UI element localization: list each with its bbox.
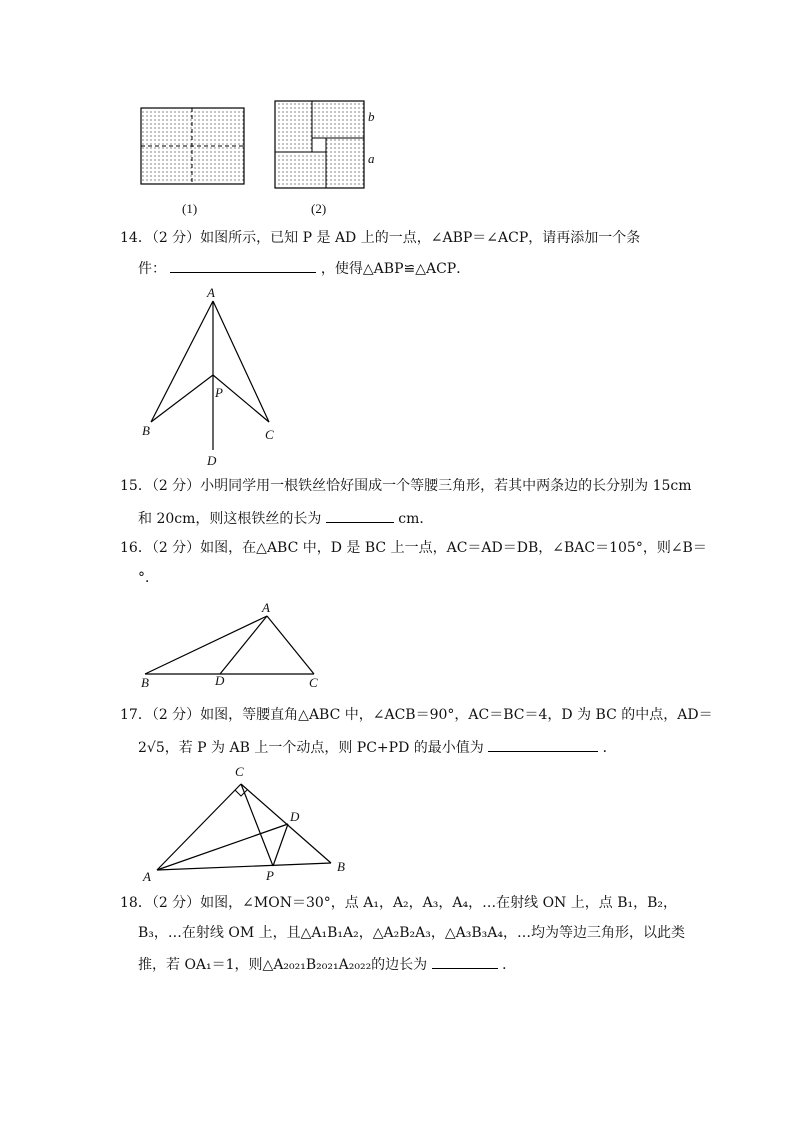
q18-line3-suffix: ． <box>502 957 517 973</box>
q18-line-3 <box>120 954 516 975</box>
fig13-caption-2: (2) <box>311 201 327 216</box>
q14-label-C: C <box>265 427 274 442</box>
fig13-label-b: b <box>368 109 375 124</box>
q14-label-B: B <box>142 423 150 438</box>
q18-line-2 <box>120 923 685 943</box>
q17-label-A: A <box>143 869 151 884</box>
q17-label-P: P <box>266 868 274 883</box>
answer-blank[interactable] <box>432 954 498 969</box>
q17-line2-suffix: ． <box>602 740 617 756</box>
q14-label-D: D <box>207 453 217 468</box>
q15-line2-prefix: 和 20cm，则这根铁丝的长为 <box>138 511 322 527</box>
question-17 <box>120 705 713 765</box>
q16-line2: °． <box>138 570 159 586</box>
q16-line-2 <box>120 568 159 588</box>
figure-14-svg <box>135 283 295 473</box>
figure-17 <box>135 762 355 887</box>
fig13-label-a: a <box>368 151 375 166</box>
answer-blank[interactable] <box>170 258 316 273</box>
figure-16 <box>135 598 335 693</box>
q16-label-A: A <box>262 600 270 615</box>
q14-label-A: A <box>207 285 215 300</box>
figure-13 <box>130 95 390 225</box>
q14-line2-prefix: 件： <box>138 261 166 277</box>
q16-label-D: D <box>215 673 225 688</box>
q14-line-2 <box>120 258 470 279</box>
answer-blank[interactable] <box>326 508 394 523</box>
q15-line-1: 15．（2 分）小明同学用一根铁丝恰好围成一个等腰三角形，若其中两条边的长分别为 15cm <box>120 478 692 494</box>
question-16 <box>120 538 707 598</box>
q14-line-1: 14．（2 分）如图所示，已知 P 是 AD 上的一点，∠ABP＝∠ACP，请再添加一个条 <box>120 230 641 246</box>
q16-line-1: 16．（2 分）如图，在△ABC 中，D 是 BC 上一点，AC＝AD＝DB，∠BAC＝105°，则∠B＝ <box>120 540 707 556</box>
answer-blank[interactable] <box>488 737 598 752</box>
question-15 <box>120 476 700 536</box>
q14-label-P: P <box>215 385 223 400</box>
q16-label-C: C <box>309 675 318 690</box>
q17-line-1: 17．（2 分）如图，等腰直角△ABC 中，∠ACB＝90°，AC＝BC＝4，D 为 BC 的中点，AD＝ <box>120 707 713 723</box>
q15-line-2 <box>120 508 433 529</box>
figure-13-svg <box>130 95 390 225</box>
q18-line3-prefix: 推，若 OA₁＝1，则△A₂₀₂₁B₂₀₂₁A₂₀₂₂的边长为 <box>138 957 428 973</box>
q15-line2-suffix: cm． <box>398 511 434 527</box>
q18-line-1: 18．（2 分）如图，∠MON＝30°，点 A₁，A₂，A₃，A₄，…在射线 ON 上，点 B₁，B₂， <box>120 895 677 911</box>
figure-17-svg <box>135 762 355 887</box>
fig13-center-square <box>312 138 326 152</box>
figure-16-svg <box>135 598 335 693</box>
question-18 <box>120 893 700 983</box>
fig13-caption-1: (1) <box>182 201 198 216</box>
q17-label-C: C <box>235 764 244 779</box>
q17-label-B: B <box>337 859 345 874</box>
q17-label-D: D <box>290 809 300 824</box>
q18-line2: B₃，…在射线 OM 上，且△A₁B₁A₂，△A₂B₂A₃，△A₃B₃A₄，…均为等边三角形，以此类 <box>138 925 685 941</box>
q16-label-B: B <box>141 675 149 690</box>
q17-line2-prefix: 2√5，若 P 为 AB 上一个动点，则 PC+PD 的最小值为 <box>138 740 484 756</box>
q17-line-2 <box>120 737 617 758</box>
q14-line2-suffix: ，使得△ABP≌△ACP． <box>320 261 471 277</box>
figure-14 <box>135 283 295 473</box>
